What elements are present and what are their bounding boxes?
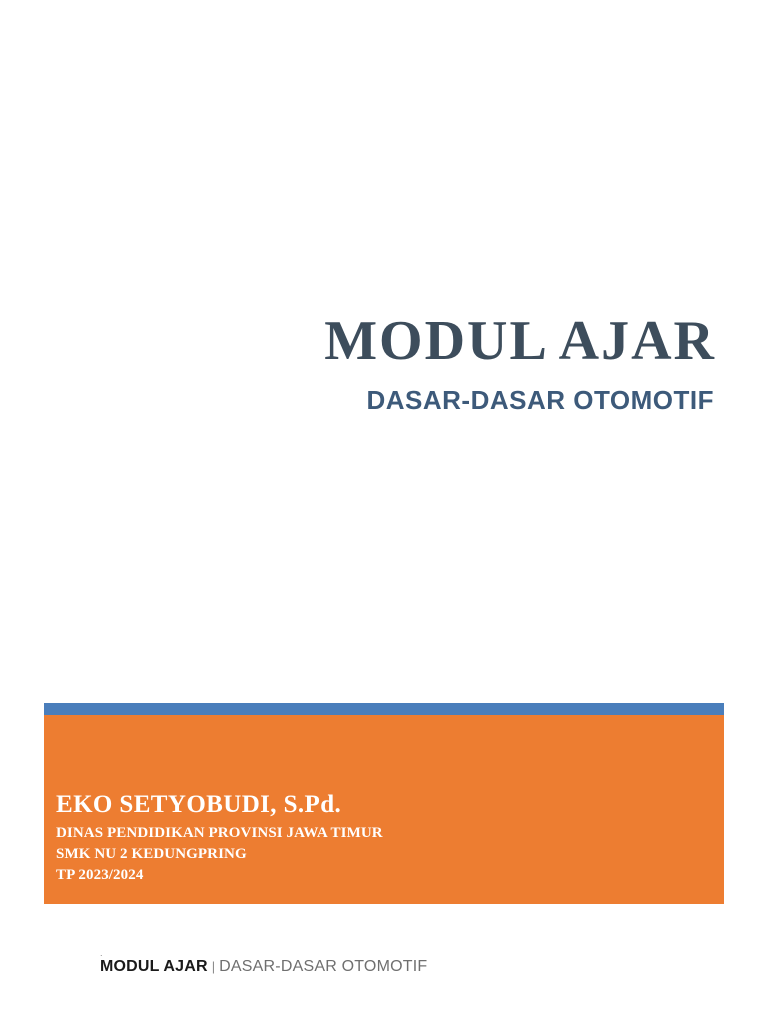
- author-band-body: [44, 715, 724, 904]
- institution-line-2: SMK NU 2 KEDUNGPRING: [56, 845, 247, 862]
- author-band: [44, 703, 724, 904]
- academic-year-line: TP 2023/2024: [56, 867, 144, 884]
- footer-separator: |: [211, 959, 216, 974]
- page-footer: [100, 948, 724, 976]
- footer-subtitle: DASAR-DASAR OTOMOTIF: [219, 958, 428, 975]
- band-accent-rule: [44, 703, 724, 715]
- page-subtitle: DASAR-DASAR OTOMOTIF: [366, 385, 714, 416]
- title-block: [0, 312, 716, 416]
- author-name: EKO SETYOBUDI, S.Pd.: [56, 791, 342, 818]
- footer-title: MODUL AJAR: [100, 958, 208, 975]
- footer-marker: .: [100, 948, 103, 958]
- institution-line-1: DINAS PENDIDIKAN PROVINSI JAWA TIMUR: [56, 824, 383, 841]
- page-title: MODUL AJAR: [324, 310, 716, 372]
